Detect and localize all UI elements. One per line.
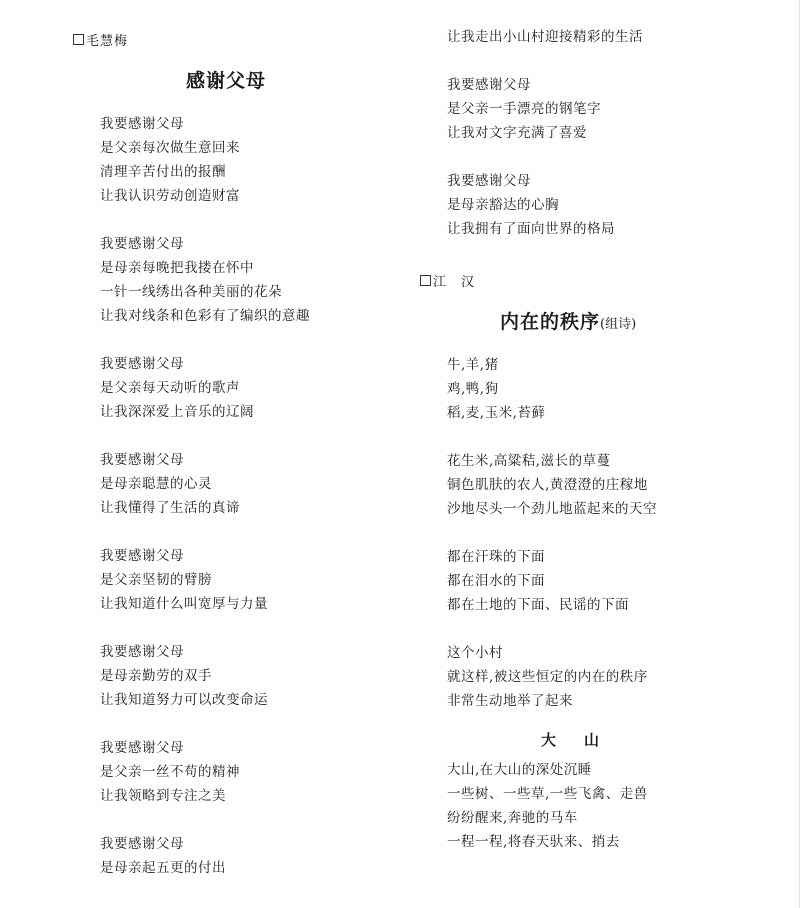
- poem-line: 让我懂得了生活的真谛: [100, 500, 240, 516]
- poem-line: 都在泪水的下面: [447, 573, 545, 589]
- poem-line: 是母亲豁达的心胸: [447, 197, 559, 213]
- poem-line: 纷纷醒来,奔驰的马车: [447, 810, 578, 826]
- poem-line: 都在汗珠的下面: [447, 549, 545, 565]
- poem-line: 稻,麦,玉米,苔藓: [447, 405, 546, 421]
- poem-line: 我要感谢父母: [100, 644, 184, 660]
- checkbox-square-icon: [420, 275, 431, 286]
- poem-line: 花生米,高粱秸,滋长的草蔓: [447, 453, 611, 469]
- poem-line: 一些树、一些草,一些飞禽、走兽: [447, 786, 648, 802]
- poem-line: 我要感谢父母: [100, 116, 184, 132]
- poem-line: 沙地尽头一个劲儿地蓝起来的天空: [447, 501, 657, 517]
- poem-title: 感谢父母: [186, 70, 267, 92]
- poem-line: 牛,羊,猪: [447, 357, 499, 373]
- poem-line: 都在土地的下面、民谣的下面: [447, 597, 629, 613]
- poem-line: 我要感谢父母: [447, 173, 531, 189]
- author-byline: [420, 271, 475, 290]
- poem-line: 是母亲聪慧的心灵: [100, 476, 212, 492]
- poem-line: 我要感谢父母: [100, 452, 184, 468]
- poem-line: 非常生动地举了起来: [447, 693, 573, 709]
- poem-line: 这个小村: [447, 645, 503, 661]
- poem-line: 让我知道什么叫宽厚与力量: [100, 596, 268, 612]
- poem-line: 鸡,鸭,狗: [447, 381, 499, 397]
- section-subtitle: 大山: [541, 731, 628, 749]
- poem-line: 让我走出小山村迎接精彩的生活: [447, 29, 643, 45]
- poem-line: 铜色肌肤的农人,黄澄澄的庄稼地: [447, 477, 648, 493]
- poem-line: 是母亲勤劳的双手: [100, 668, 212, 684]
- poem-line: 我要感谢父母: [100, 236, 184, 252]
- poem-line: 让我拥有了面向世界的格局: [447, 221, 615, 237]
- poem-line: 让我对文字充满了喜爱: [447, 125, 587, 141]
- poem-line: 我要感谢父母: [100, 740, 184, 756]
- poem-line: 让我领略到专注之美: [100, 788, 226, 804]
- author-name: 江 汉: [433, 275, 476, 290]
- poem-line: 是父亲每次做生意回来: [100, 140, 240, 156]
- poem-line: 是父亲每天动听的歌声: [100, 380, 240, 396]
- poem-title-main: 内在的秩序: [500, 311, 601, 333]
- poem-line: 一针一线绣出各种美丽的花朵: [100, 284, 282, 300]
- checkbox-square-icon: [73, 34, 84, 45]
- poem-title: [500, 307, 636, 334]
- poem-line: 让我对线条和色彩有了编织的意趣: [100, 308, 310, 324]
- poem-line: 大山,在大山的深处沉睡: [447, 762, 592, 778]
- poem-line: 是父亲一手漂亮的钢笔字: [447, 101, 601, 117]
- poem-line: 清理辛苦付出的报酬: [100, 164, 226, 180]
- poem-line: 让我深深爱上音乐的辽阔: [100, 404, 254, 420]
- poem-line: 就这样,被这些恒定的内在的秩序: [447, 669, 648, 685]
- poem-line: 我要感谢父母: [100, 356, 184, 372]
- author-name: 毛慧梅: [86, 34, 129, 49]
- poem-line: 我要感谢父母: [100, 548, 184, 564]
- poem-line: 是母亲每晚把我搂在怀中: [100, 260, 254, 276]
- poem-line: 我要感谢父母: [447, 77, 531, 93]
- poem-title-suffix: (组诗): [600, 317, 637, 332]
- poem-line: 是父亲一丝不苟的精神: [100, 764, 240, 780]
- poem-line: 我要感谢父母: [100, 836, 184, 852]
- poem-line: 一程一程,将春天驮来、捎去: [447, 834, 620, 850]
- author-byline: [73, 30, 128, 49]
- poem-line: 是父亲坚韧的臂膀: [100, 572, 212, 588]
- poem-line: 让我认识劳动创造财富: [100, 188, 240, 204]
- poem-line: 是母亲起五更的付出: [100, 860, 226, 876]
- poem-line: 让我知道努力可以改变命运: [100, 692, 268, 708]
